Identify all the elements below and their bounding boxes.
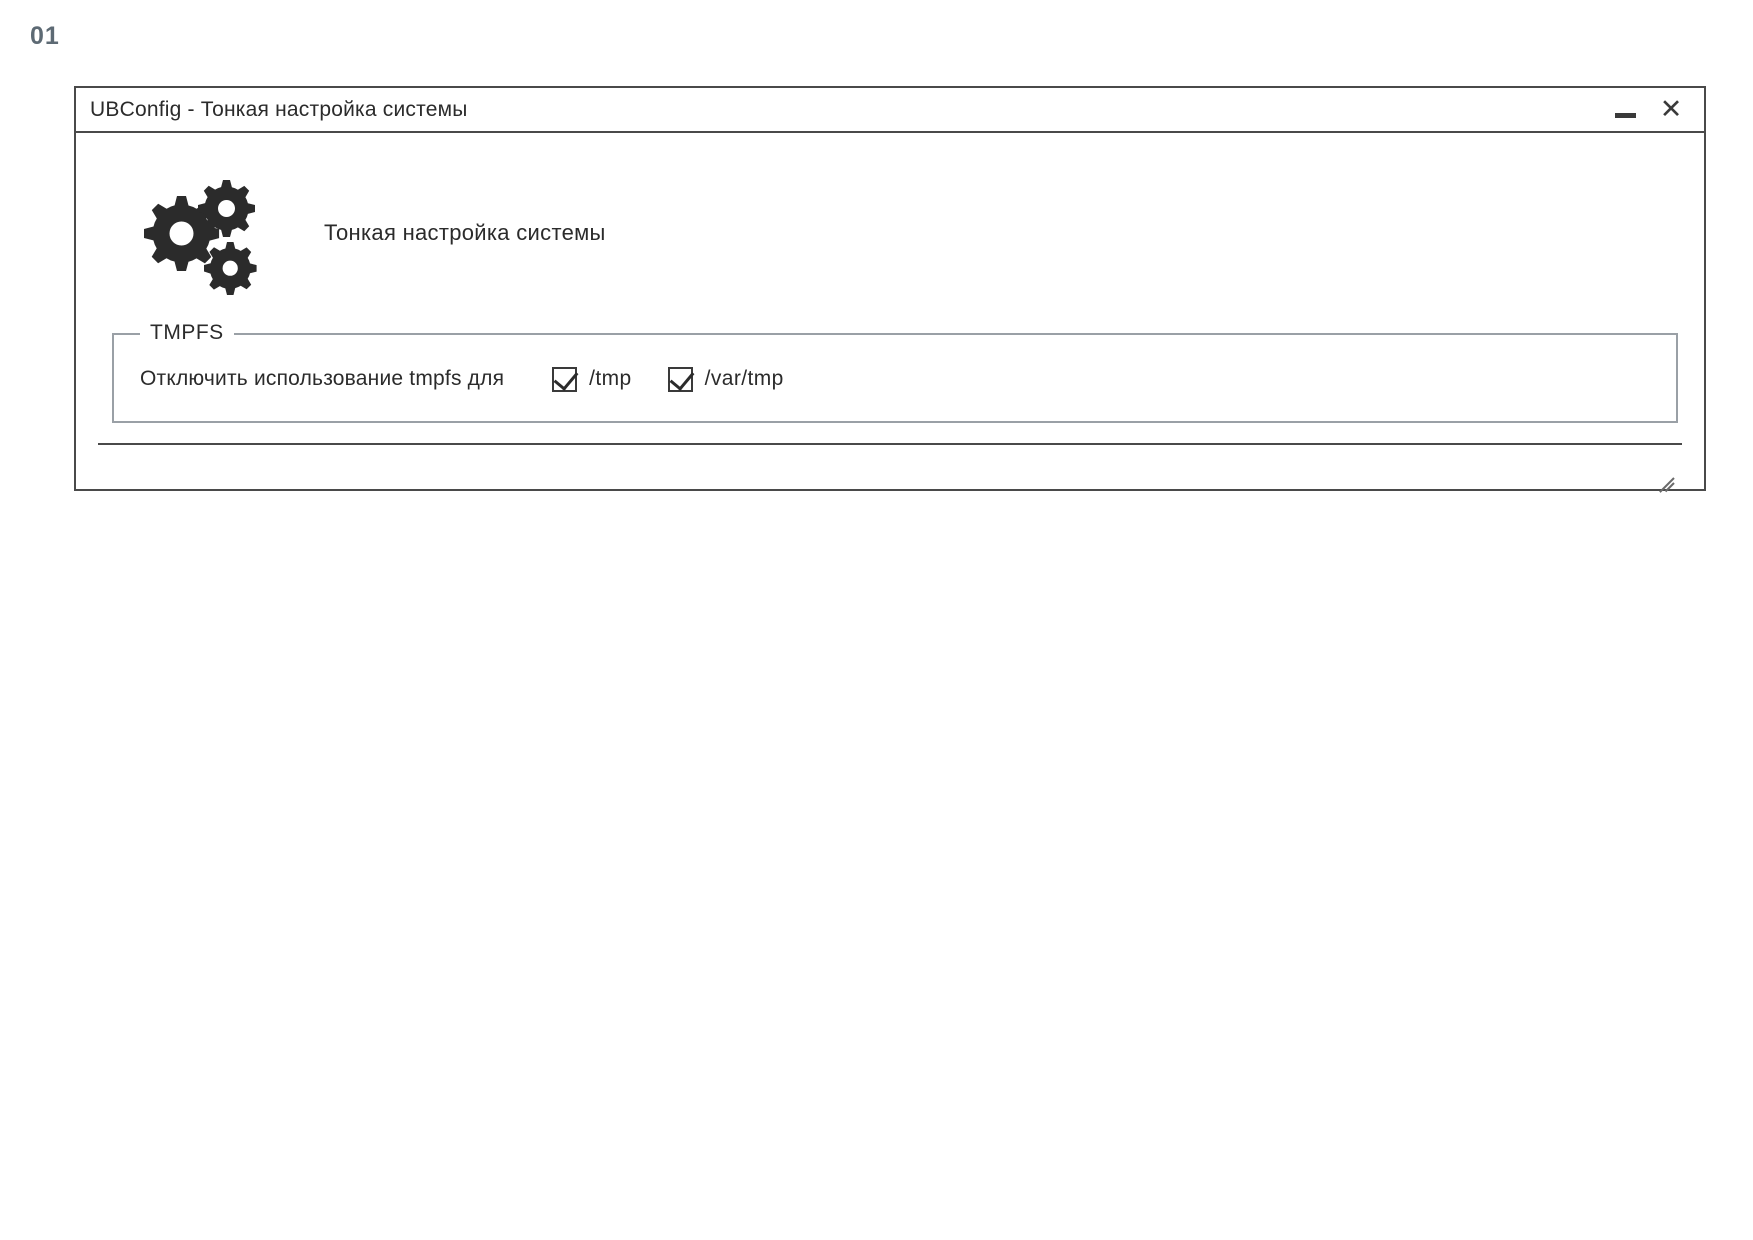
tmpfs-row-label: Отключить использование tmpfs для — [140, 367, 505, 390]
checkbox-tmp-label: /tmp — [589, 367, 632, 390]
checkbox-item-var-tmp[interactable] — [668, 367, 784, 392]
checkbox-tmp[interactable] — [552, 367, 577, 392]
checkbox-var-tmp[interactable] — [668, 367, 693, 392]
ubconfig-window — [74, 86, 1706, 491]
close-button[interactable] — [1648, 90, 1694, 130]
tmpfs-groupbox — [112, 321, 1678, 423]
checkbox-var-tmp-label: /var/tmp — [704, 367, 784, 390]
checkbox-item-tmp[interactable] — [552, 367, 631, 392]
minimize-button[interactable] — [1602, 90, 1648, 130]
header-row — [98, 153, 1682, 313]
window-titlebar — [76, 88, 1704, 133]
resize-grip-icon[interactable] — [1654, 463, 1676, 485]
window-body — [76, 133, 1704, 489]
tmpfs-row — [134, 361, 1656, 397]
gears-icon — [130, 168, 270, 298]
window-title: UBConfig - Тонкая настройка системы — [90, 97, 468, 121]
panel-heading: Тонкая настройка системы — [324, 220, 606, 245]
status-bar — [98, 443, 1682, 489]
tmpfs-groupbox-legend: TMPFS — [140, 321, 234, 345]
close-icon: ✕ — [1659, 94, 1683, 124]
minimize-icon — [1615, 113, 1636, 118]
page-number-label: 01 — [30, 22, 60, 50]
